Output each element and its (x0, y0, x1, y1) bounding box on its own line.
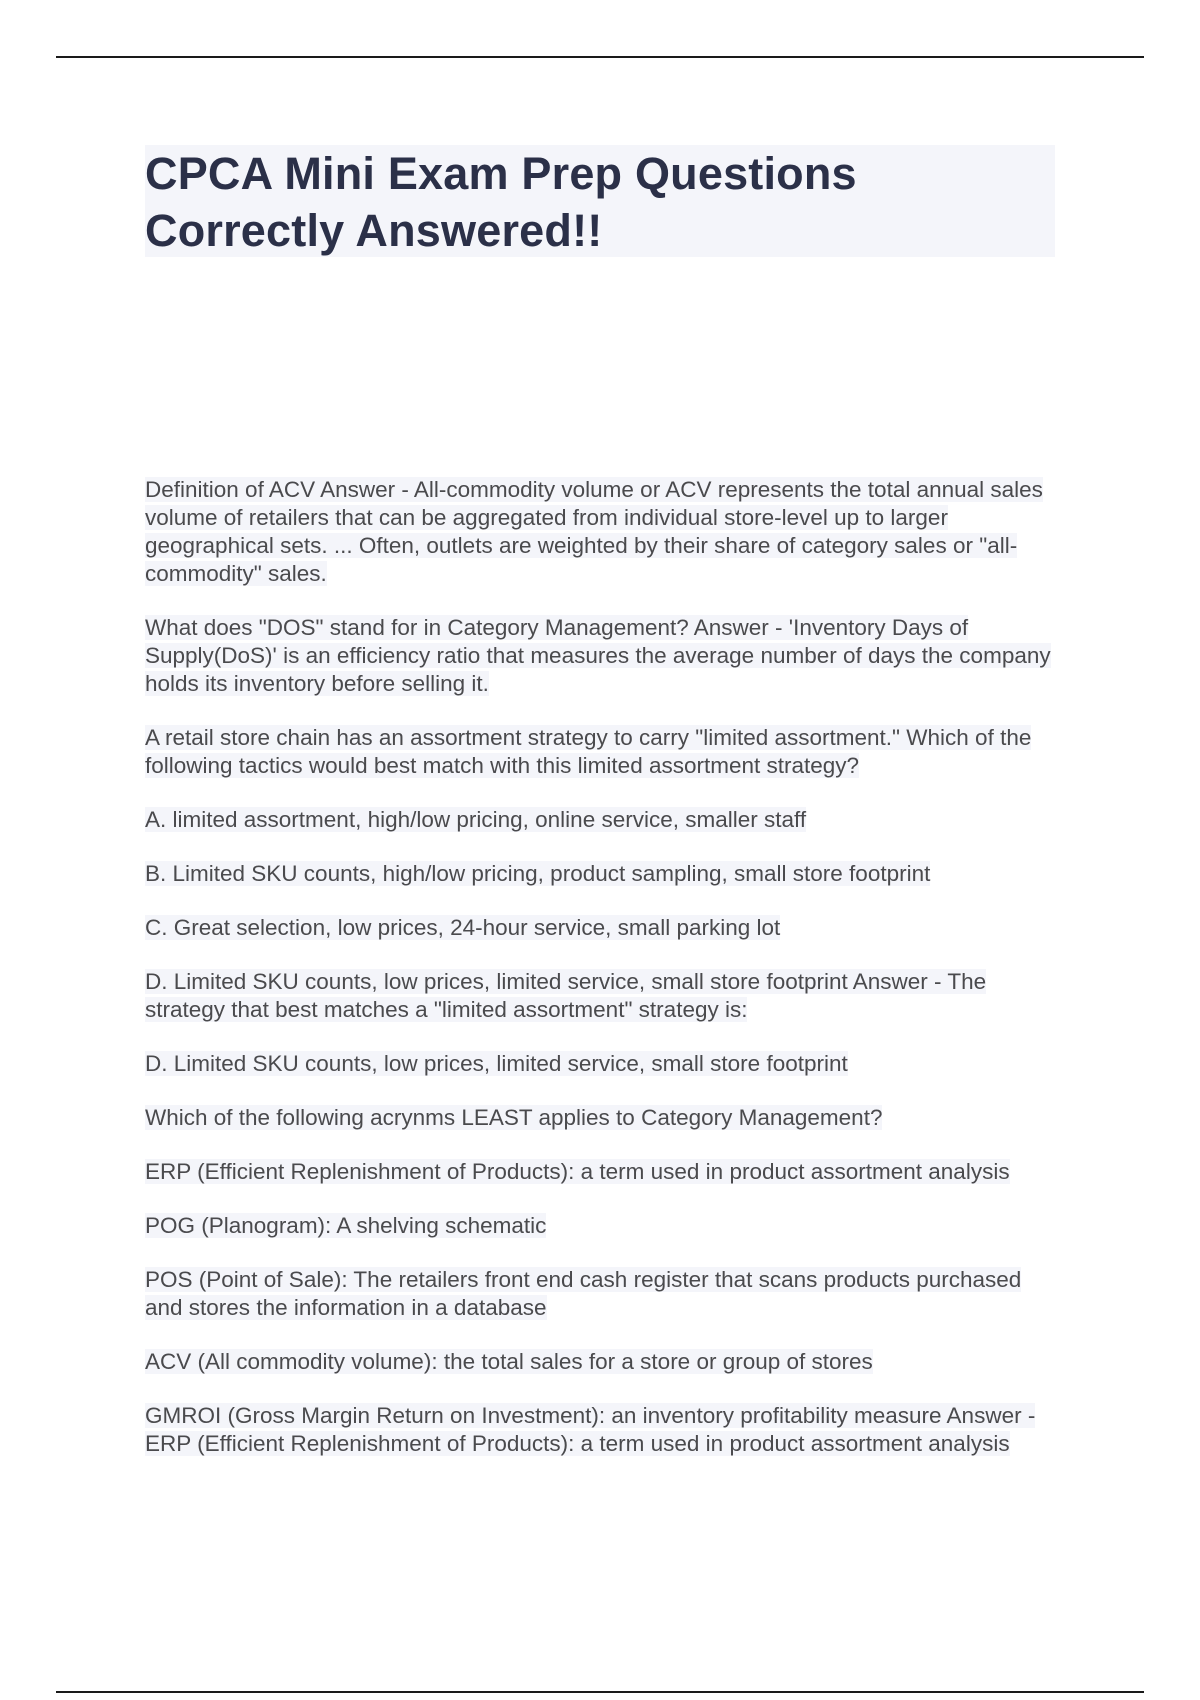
paragraph-text: D. Limited SKU counts, low prices, limited service, small store footprint Answer - The strategy that best matches a "limited assortment" strategy is: (145, 969, 987, 1022)
top-rule (56, 56, 1144, 58)
paragraph-acv-definition (145, 476, 1065, 588)
paragraph-text: POS (Point of Sale): The retailers front end cash register that scans products purchased and stores the information in a database (145, 1267, 1022, 1320)
paragraph-text: D. Limited SKU counts, low prices, limited service, small store footprint (145, 1051, 848, 1076)
paragraph-text: A retail store chain has an assortment strategy to carry "limited assortment." Which of the following tactics would best match with this limited assortment strategy? (145, 725, 1032, 778)
paragraph-text: POG (Planogram): A shelving schematic (145, 1213, 547, 1238)
option-c (145, 914, 1065, 942)
paragraph-text: ACV (All commodity volume): the total sales for a store or group of stores (145, 1349, 873, 1374)
document-title: CPCA Mini Exam Prep Questions Correctly Answered!! (145, 148, 857, 256)
paragraph-dos-question (145, 614, 1065, 698)
document-body (145, 476, 1065, 1484)
paragraph-assortment-question (145, 724, 1065, 780)
option-d-with-answer (145, 968, 1065, 1024)
option-b (145, 860, 1065, 888)
answer-option-d (145, 1050, 1065, 1078)
paragraph-text: C. Great selection, low prices, 24-hour service, small parking lot (145, 915, 781, 940)
paragraph-text: B. Limited SKU counts, high/low pricing, product sampling, small store footprint (145, 861, 931, 886)
paragraph-text: ERP (Efficient Replenishment of Products): a term used in product assortment analysis (145, 1159, 1010, 1184)
paragraph-text: GMROI (Gross Margin Return on Investment): an inventory profitability measure Answer - ERP (Efficient Replenishment of Products): a term used in product assortment analysis (145, 1403, 1036, 1456)
option-a (145, 806, 1065, 834)
paragraph-text: What does "DOS" stand for in Category Management? Answer - 'Inventory Days of Supply(DoS)' is an efficiency ratio that measures the average number of days the company holds its inventory before selling it. (145, 615, 1051, 696)
option-pos (145, 1266, 1065, 1322)
option-pog (145, 1212, 1065, 1240)
paragraph-acronym-question (145, 1104, 1065, 1132)
title-block (145, 145, 1055, 257)
paragraph-text: Which of the following acrynms LEAST applies to Category Management? (145, 1105, 883, 1130)
option-gmroi-with-answer (145, 1402, 1065, 1458)
option-erp (145, 1158, 1065, 1186)
paragraph-text: Definition of ACV Answer - All-commodity volume or ACV represents the total annual sales volume of retailers that can be aggregated from individual store-level up to larger geographical sets. ... Often, outlets are weighted by their share of category sales or "all-commodity" sales. (145, 477, 1043, 586)
bottom-rule (56, 1691, 1144, 1693)
paragraph-text: A. limited assortment, high/low pricing, online service, smaller staff (145, 807, 807, 832)
option-acv (145, 1348, 1065, 1376)
